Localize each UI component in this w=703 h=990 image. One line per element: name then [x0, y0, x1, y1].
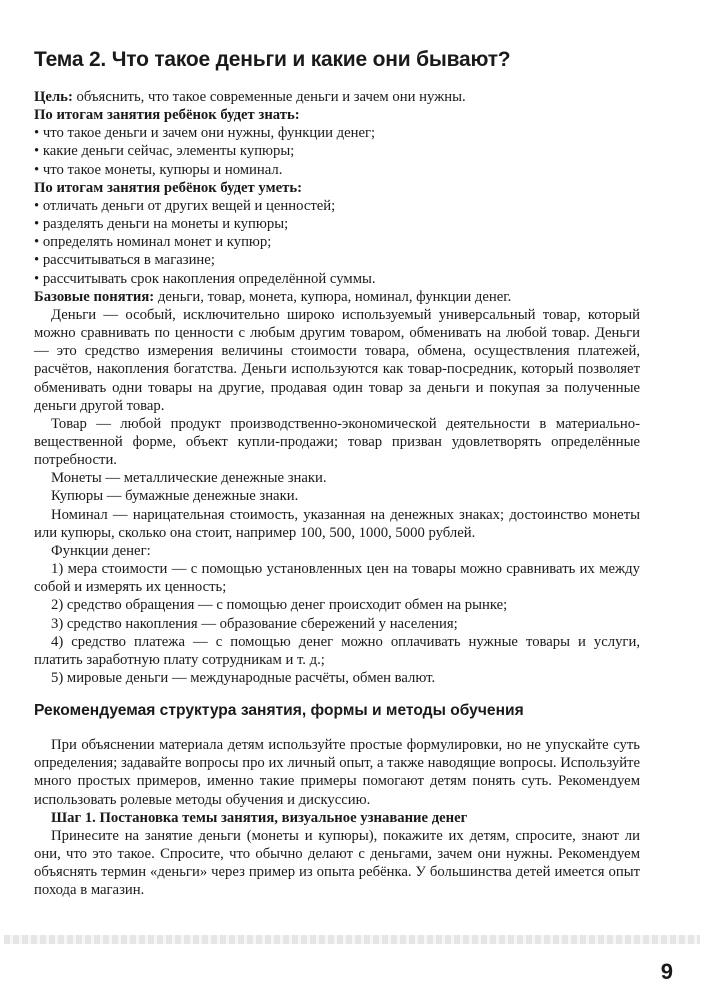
- goal-text: объяснить, что такое современные деньги и зачем они нужны.: [72, 89, 466, 105]
- section-title: Рекомендуемая структура занятия, формы и методы обучения: [34, 702, 524, 720]
- basic-label: Базовые понятия:: [34, 288, 155, 305]
- know-heading: По итогам занятия ребёнок будет знать:: [34, 107, 300, 124]
- definition-coins: Монеты — металлические денежные знаки.: [51, 470, 327, 487]
- can-heading: По итогам занятия ребёнок будет уметь:: [34, 179, 302, 196]
- step-title: Шаг 1. Постановка темы занятия, визуальное узнавание денег: [51, 809, 468, 826]
- definition-banknotes: Купюры — бумажные денежные знаки.: [51, 488, 299, 505]
- know-item: • что такое деньги и зачем они нужны, функции денег;: [34, 124, 640, 142]
- topic-title: Тема 2. Что такое деньги и какие они бывают?: [34, 48, 511, 71]
- know-item: • какие деньги сейчас, элементы купюры;: [34, 142, 640, 160]
- definition-denomination: Номинал — нарицательная стоимость, указанная на денежных знаках; достоинство монеты или купюры, сколько она стоит, например 100, 500, 1000, 5000 рублей.: [34, 506, 640, 541]
- basic-text: деньги, товар, монета, купюра, номинал, функции денег.: [154, 288, 512, 305]
- can-item: • разделять деньги на монеты и купюры;: [34, 215, 640, 233]
- definition-money: Деньги — особый, исключительно широко используемый универсальный товар, который можно сравнивать по ценности с любым другим товаром, обменивать на любой товар. Деньги — это средство измерения величины стоимости товара, обмена, осуществления платежей, расчётов, накопления богатства. Деньги используются как товар-посредник, который позволяет обменивать одни товары на другие, продавая один товар за деньги и покупая за полученные деньги другой товар.: [34, 306, 640, 414]
- definition-goods: Товар — любой продукт производственно-экономической деятельности в материально-вещественной форме, объект купли-продажи; товар призван удовлетворять определённые потребности.: [34, 415, 640, 469]
- functions-heading: Функции денег:: [51, 542, 151, 559]
- function-item: 4) средство платежа — с помощью денег можно оплачивать нужные товары и услуги, платить заработную плату сотрудникам и т. д.;: [34, 633, 640, 668]
- goal-line: [34, 88, 640, 106]
- step-text: Принесите на занятие деньги (монеты и купюры), покажите их детям, спросите, знают ли они, что это такое. Спросите, что обычно делают с деньгами, зачем они нужны. Рекомендуем объяснять термин «деньги» через пример из опыта ребёнка. У большинства детей имеется опыт похода в магазин.: [34, 827, 640, 899]
- function-item: 3) средство накопления — образование сбережений у населения;: [51, 615, 458, 632]
- can-item: • рассчитывать срок накопления определённой суммы.: [34, 270, 640, 288]
- page-number: 9: [660, 959, 673, 984]
- function-item: 5) мировые деньги — международные расчёты, обмен валют.: [51, 670, 436, 686]
- can-item: • отличать деньги от других вещей и ценностей;: [34, 197, 640, 215]
- can-item: • рассчитываться в магазине;: [34, 251, 640, 269]
- basic-concepts: [34, 288, 640, 306]
- function-item: 2) средство обращения — с помощью денег происходит обмен на рынке;: [51, 597, 508, 614]
- know-item: • что такое монеты, купюры и номинал.: [34, 161, 640, 179]
- can-item: • определять номинал монет и купюр;: [34, 233, 640, 251]
- goal-label: Цель:: [34, 89, 73, 105]
- page-content: [34, 48, 640, 900]
- decorative-strip: [4, 935, 700, 944]
- function-item: 1) мера стоимости — с помощью установленных цен на товары можно сравнивать их между собой и измерять их ценность;: [34, 561, 640, 596]
- section-paragraph: При объяснении материала детям используйте простые формулировки, но не упускайте суть определения; задавайте вопросы про их личный опыт, а также наводящие вопросы. Используйте много простых примеров, именно такие примеры помогают детям понять суть. Рекомендуем использовать ролевые методы обучения и дискуссию.: [34, 737, 640, 808]
